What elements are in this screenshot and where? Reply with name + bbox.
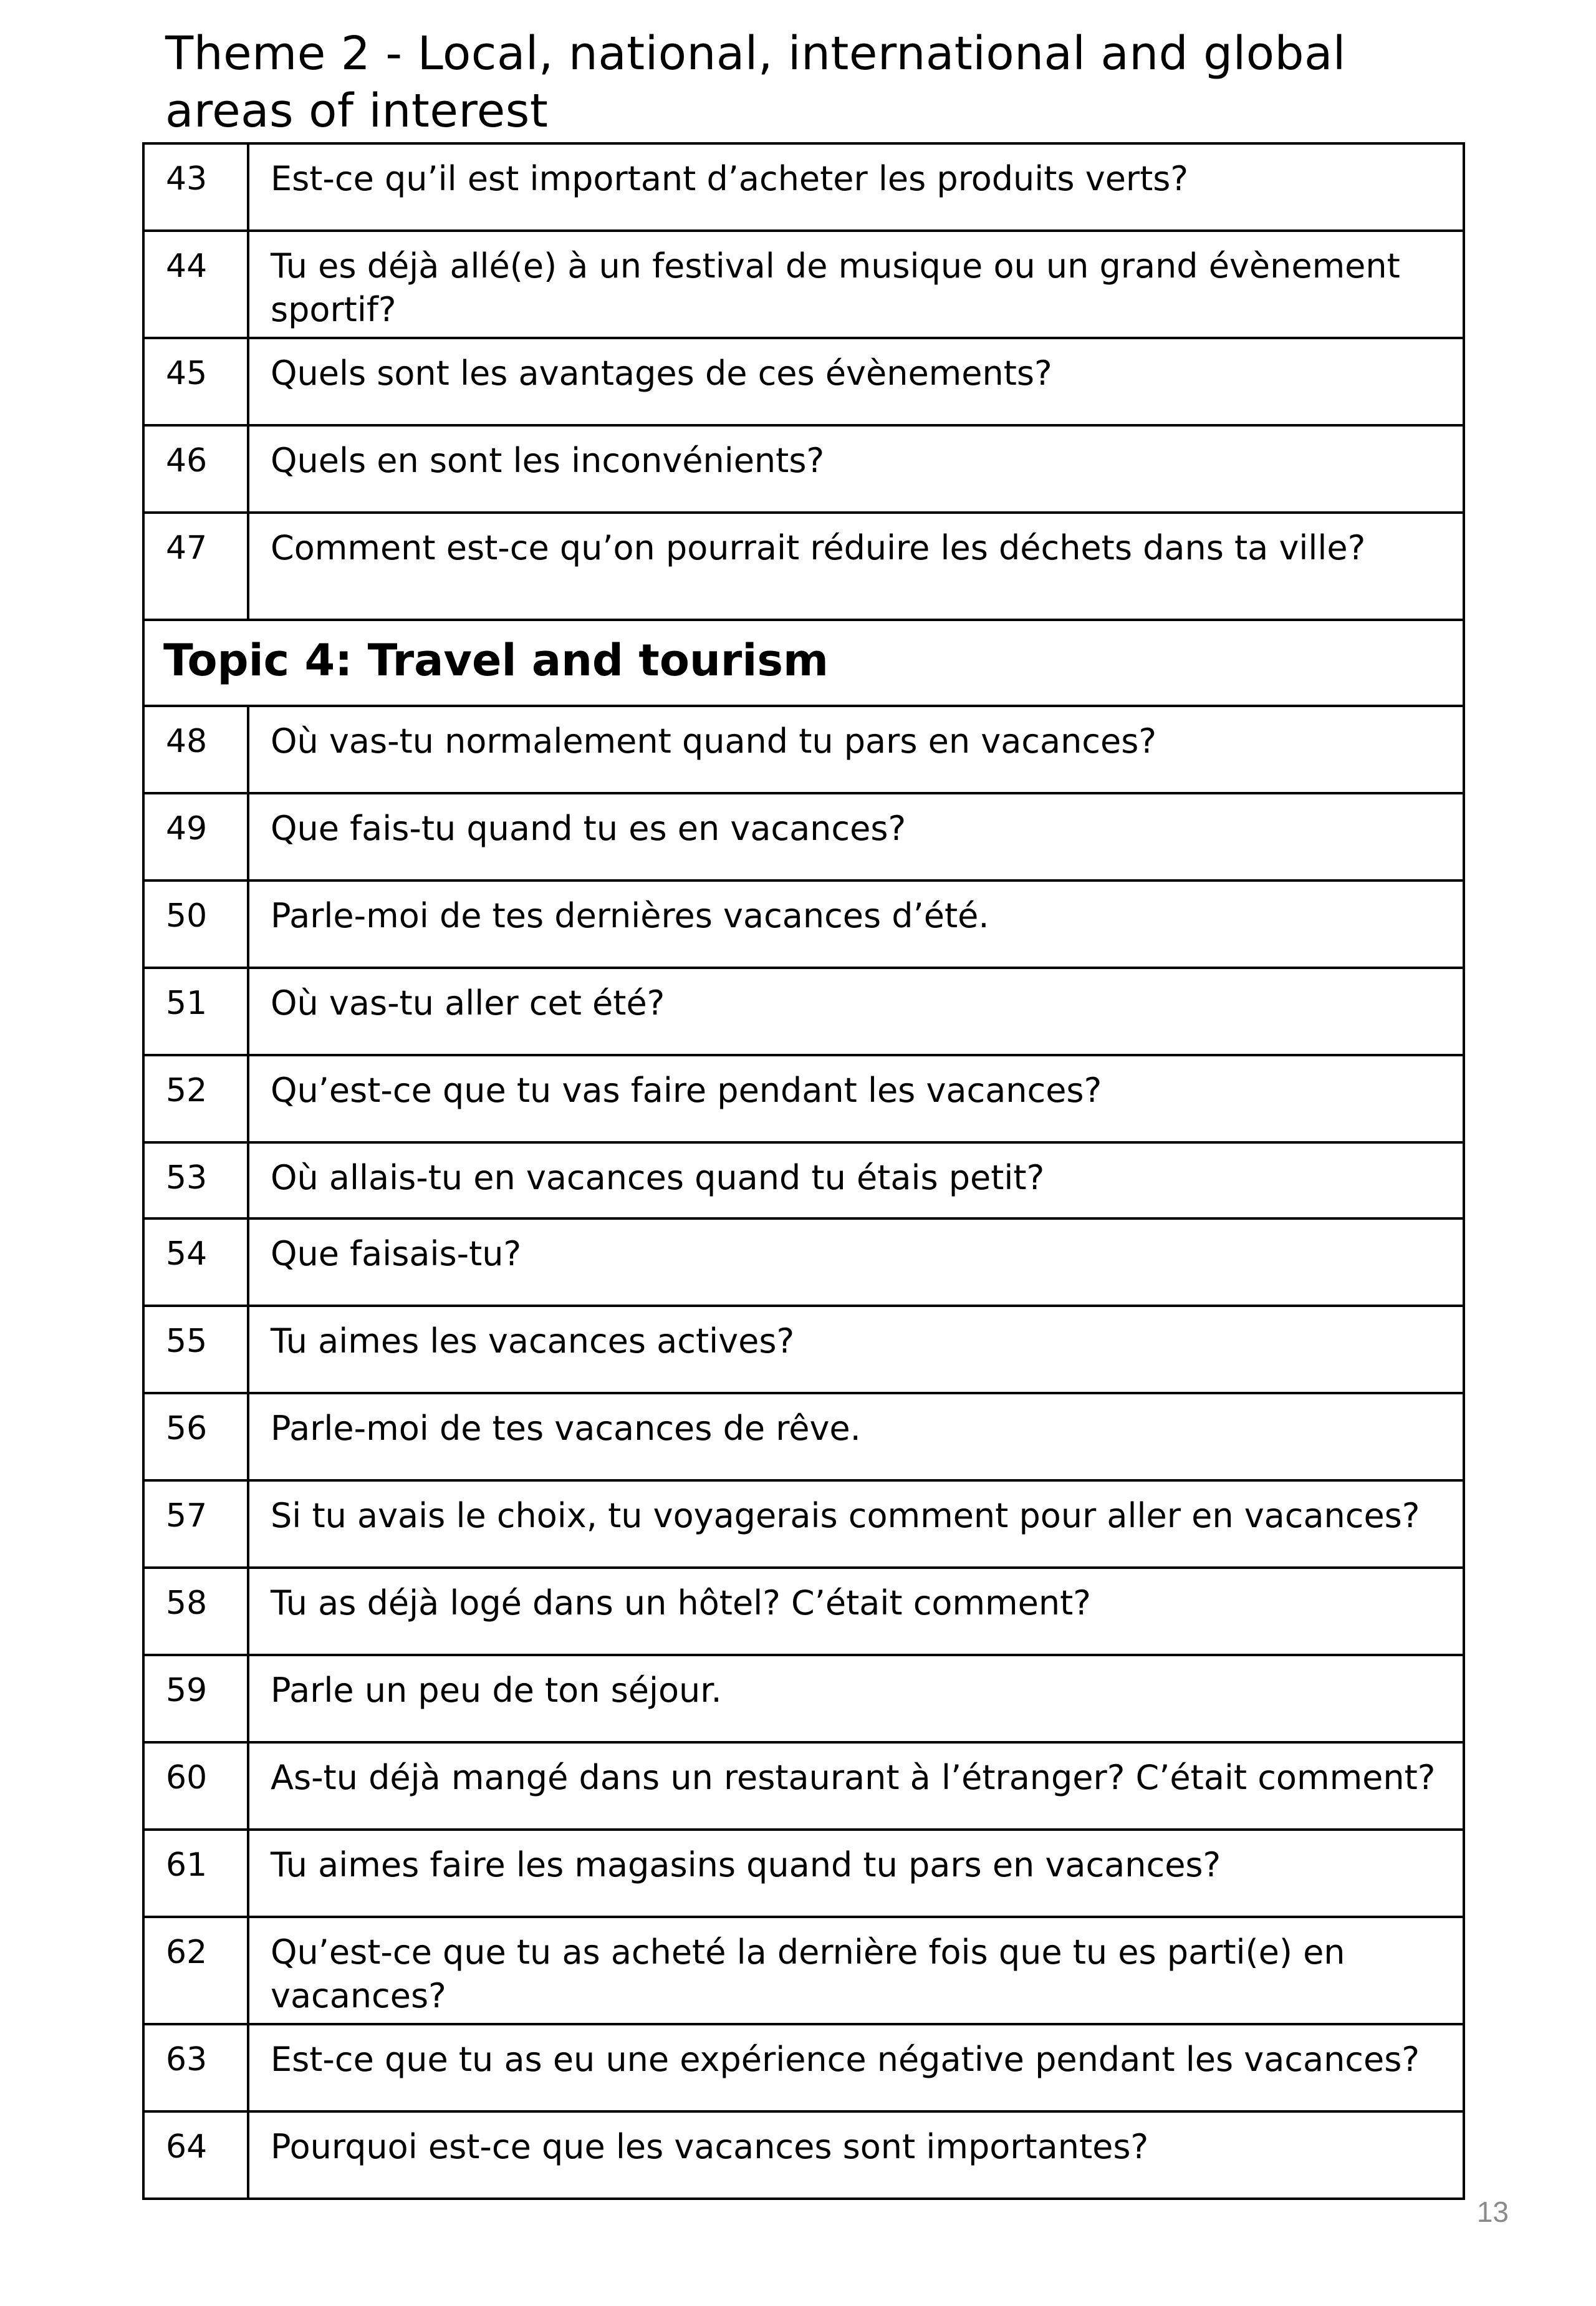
table-row [143,1917,1464,2024]
question-number: 55 [143,1306,248,1393]
table-row [143,1142,1464,1218]
question-text: Où vas-tu aller cet été? [248,968,1464,1055]
table-row [143,231,1464,338]
question-text: Où allais-tu en vacances quand tu étais petit? [248,1142,1464,1218]
table-row [143,968,1464,1055]
table-row [143,1830,1464,1917]
question-number: 59 [143,1655,248,1742]
question-number: 48 [143,706,248,793]
question-number: 61 [143,1830,248,1917]
topic-heading-row [143,620,1464,706]
table-row [143,880,1464,968]
question-text: Quels sont les avantages de ces évènements? [248,338,1464,425]
table-row [143,143,1464,231]
question-text: Est-ce qu’il est important d’acheter les produits verts? [248,143,1464,231]
page-title: Theme 2 - Local, national, international and global areas of interest [165,27,1346,138]
question-text: Qu’est-ce que tu as acheté la dernière fois que tu es parti(e) en vacances? [248,1917,1464,2024]
question-number: 52 [143,1055,248,1142]
page-number: 13 [1476,2196,1509,2228]
table-row [143,1393,1464,1480]
question-text: Tu aimes faire les magasins quand tu pars en vacances? [248,1830,1464,1917]
question-number: 64 [143,2111,248,2199]
question-number: 58 [143,1568,248,1655]
questions-table [142,142,1465,2200]
question-number: 63 [143,2024,248,2111]
question-number: 45 [143,338,248,425]
question-number: 60 [143,1742,248,1830]
question-text: Si tu avais le choix, tu voyagerais comment pour aller en vacances? [248,1480,1464,1568]
question-number: 54 [143,1218,248,1306]
question-text: Est-ce que tu as eu une expérience négative pendant les vacances? [248,2024,1464,2111]
table-row [143,1055,1464,1142]
question-number: 62 [143,1917,248,2024]
question-text: As-tu déjà mangé dans un restaurant à l’étranger? C’était comment? [248,1742,1464,1830]
table-row [143,1655,1464,1742]
table-row [143,425,1464,513]
question-number: 53 [143,1142,248,1218]
table-row [143,793,1464,880]
question-text: Tu aimes les vacances actives? [248,1306,1464,1393]
question-text: Pourquoi est-ce que les vacances sont importantes? [248,2111,1464,2199]
question-text: Parle-moi de tes dernières vacances d’été. [248,880,1464,968]
question-text: Parle un peu de ton séjour. [248,1655,1464,1742]
table-row [143,1218,1464,1306]
table-row [143,2024,1464,2111]
question-number: 50 [143,880,248,968]
table-row [143,1480,1464,1568]
question-number: 44 [143,231,248,338]
table-row [143,2111,1464,2199]
question-text: Que faisais-tu? [248,1218,1464,1306]
table-row [143,1742,1464,1830]
question-text: Tu es déjà allé(e) à un festival de musique ou un grand évènement sportif? [248,231,1464,338]
question-number: 47 [143,513,248,620]
question-number: 49 [143,793,248,880]
question-text: Qu’est-ce que tu vas faire pendant les vacances? [248,1055,1464,1142]
question-text: Quels en sont les inconvénients? [248,425,1464,513]
question-text: Comment est-ce qu’on pourrait réduire les déchets dans ta ville? [248,513,1464,620]
topic-heading: Topic 4: Travel and tourism [143,620,1464,706]
question-number: 46 [143,425,248,513]
question-number: 56 [143,1393,248,1480]
table-row [143,338,1464,425]
question-number: 57 [143,1480,248,1568]
question-number: 51 [143,968,248,1055]
question-text: Où vas-tu normalement quand tu pars en vacances? [248,706,1464,793]
question-number: 43 [143,143,248,231]
table-row [143,706,1464,793]
question-text: Que fais-tu quand tu es en vacances? [248,793,1464,880]
question-text: Parle-moi de tes vacances de rêve. [248,1393,1464,1480]
table-row [143,1568,1464,1655]
table-row [143,1306,1464,1393]
question-text: Tu as déjà logé dans un hôtel? C’était comment? [248,1568,1464,1655]
table-row [143,513,1464,620]
